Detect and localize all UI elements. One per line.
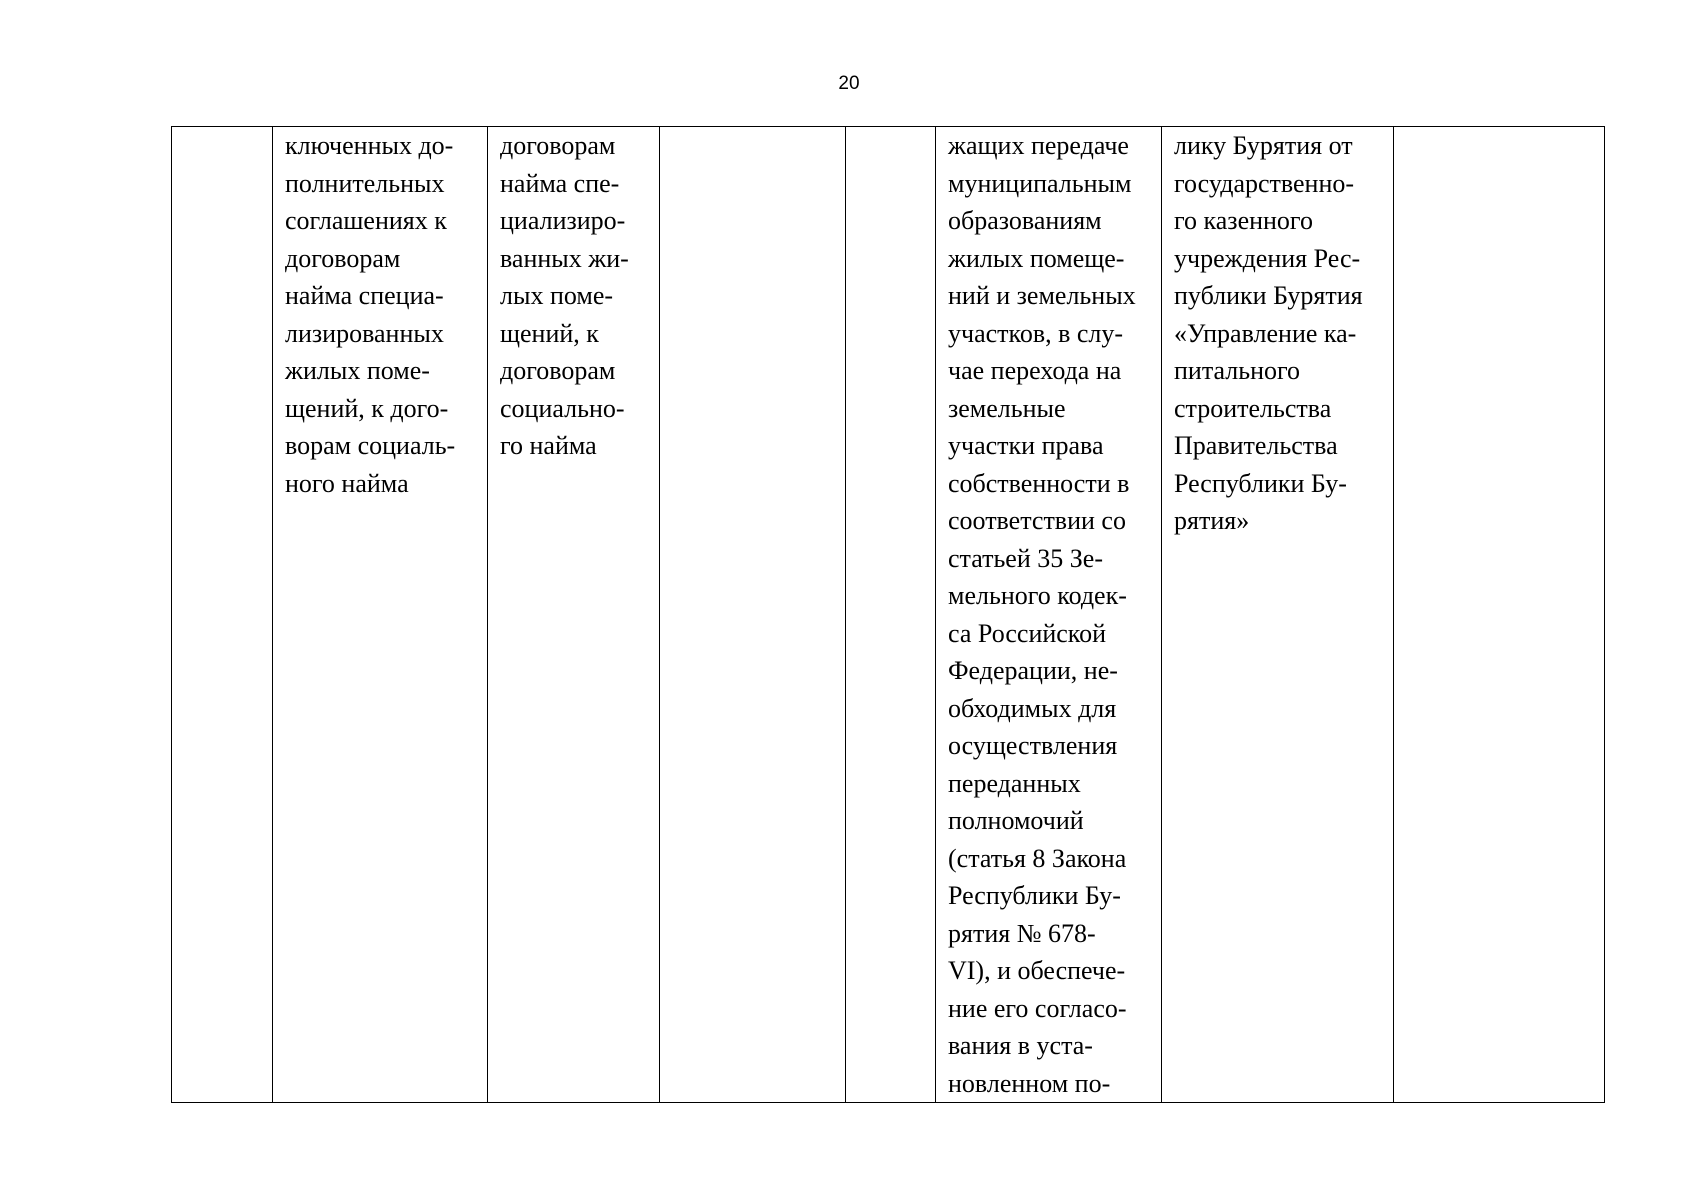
cell-text-line: Правительства — [1174, 431, 1338, 460]
cell-text-line: публики Бурятия — [1174, 281, 1363, 310]
cell-text-line: мельного кодек- — [948, 581, 1127, 610]
cell-text-line: социально- — [500, 393, 625, 423]
document-table — [171, 126, 1605, 1103]
cell-text-line: ного найма — [285, 468, 409, 498]
cell-text-line: ние его согласо- — [948, 993, 1127, 1023]
cell-text-line: жилых поме- — [285, 356, 430, 385]
cell-text-line: лику Бурятия от — [1174, 131, 1353, 160]
cell-text-line: ний и земельных — [948, 281, 1136, 310]
cell-text-line: го казенного — [1174, 206, 1313, 235]
cell-text-line: циализиро- — [500, 206, 626, 235]
cell-text-line: ворам социаль- — [285, 431, 456, 460]
cell-text-line: обходимых для — [948, 693, 1117, 723]
cell-text-line: щений, к — [500, 318, 599, 348]
cell-text-line: земельные — [948, 393, 1066, 423]
cell-text-line: рятия № 678- — [948, 918, 1096, 948]
cell-text-line: са Российской — [948, 618, 1107, 648]
cell-text-line: муниципальным — [948, 168, 1132, 198]
cell-text-line: жащих передаче — [948, 131, 1129, 160]
cell-text-line: ключенных до- — [285, 131, 454, 160]
cell-text-line: чае перехода на — [948, 356, 1122, 385]
cell-text-line: образованиям — [948, 206, 1102, 235]
cell-text-line: участков, в слу- — [948, 318, 1124, 348]
cell-text-line: переданных — [948, 768, 1081, 798]
table-row — [172, 127, 1605, 1103]
cell-text-line: VI), и обеспече- — [948, 956, 1126, 985]
cell-text-line: учреждения Рес- — [1174, 243, 1361, 273]
cell-text-line: найма специа- — [285, 281, 444, 310]
cell-text-line: договорам — [285, 243, 401, 273]
cell-text-line: статьей 35 Зе- — [948, 543, 1103, 573]
cell-text-line: соглашениях к — [285, 206, 447, 235]
table-cell-col-2 — [273, 127, 488, 1103]
cell-text-line: Республики Бу- — [1174, 468, 1347, 498]
cell-text-line: собственности в — [948, 468, 1130, 498]
table-cell-col-5 — [846, 127, 936, 1103]
cell-text-line: новленном по- — [948, 1068, 1111, 1098]
cell-text-line: строительства — [1174, 393, 1332, 423]
cell-text-line: лизированных — [285, 318, 444, 348]
cell-text-line: питального — [1174, 356, 1301, 385]
cell-text-line: жилых помеще- — [948, 243, 1125, 273]
cell-text-line: щений, к дого- — [285, 393, 449, 423]
cell-text-line: го найма — [500, 431, 597, 460]
table-cell-col-8 — [1394, 127, 1605, 1103]
cell-text-line: полнительных — [285, 168, 445, 198]
cell-text-line: Федерации, не- — [948, 656, 1118, 685]
table-cell-col-4 — [660, 127, 846, 1103]
table-cell-col-3 — [488, 127, 660, 1103]
cell-text-line: найма спе- — [500, 168, 620, 198]
page-number: 20 — [838, 73, 860, 94]
cell-text-line: Республики Бу- — [948, 881, 1121, 910]
cell-text-line: договорам — [500, 131, 616, 160]
cell-text-line: полномочий — [948, 806, 1084, 835]
cell-text-line: (статья 8 Закона — [948, 843, 1127, 873]
cell-text-line: осуществления — [948, 731, 1118, 760]
table-cell-col-1 — [172, 127, 273, 1103]
cell-text-line: «Управление ка- — [1174, 318, 1357, 348]
table-cell-col-6 — [936, 127, 1162, 1103]
cell-text-line: лых поме- — [500, 281, 614, 310]
cell-text-line: государственно- — [1174, 168, 1355, 198]
cell-text-line: ванных жи- — [500, 243, 629, 273]
cell-text-line: вания в уста- — [948, 1031, 1093, 1060]
cell-text-line: рятия» — [1174, 506, 1250, 535]
cell-text-line: договорам — [500, 356, 616, 385]
table-cell-col-7 — [1162, 127, 1394, 1103]
cell-text-line: участки права — [948, 431, 1104, 460]
cell-text-line: соответствии со — [948, 506, 1126, 535]
